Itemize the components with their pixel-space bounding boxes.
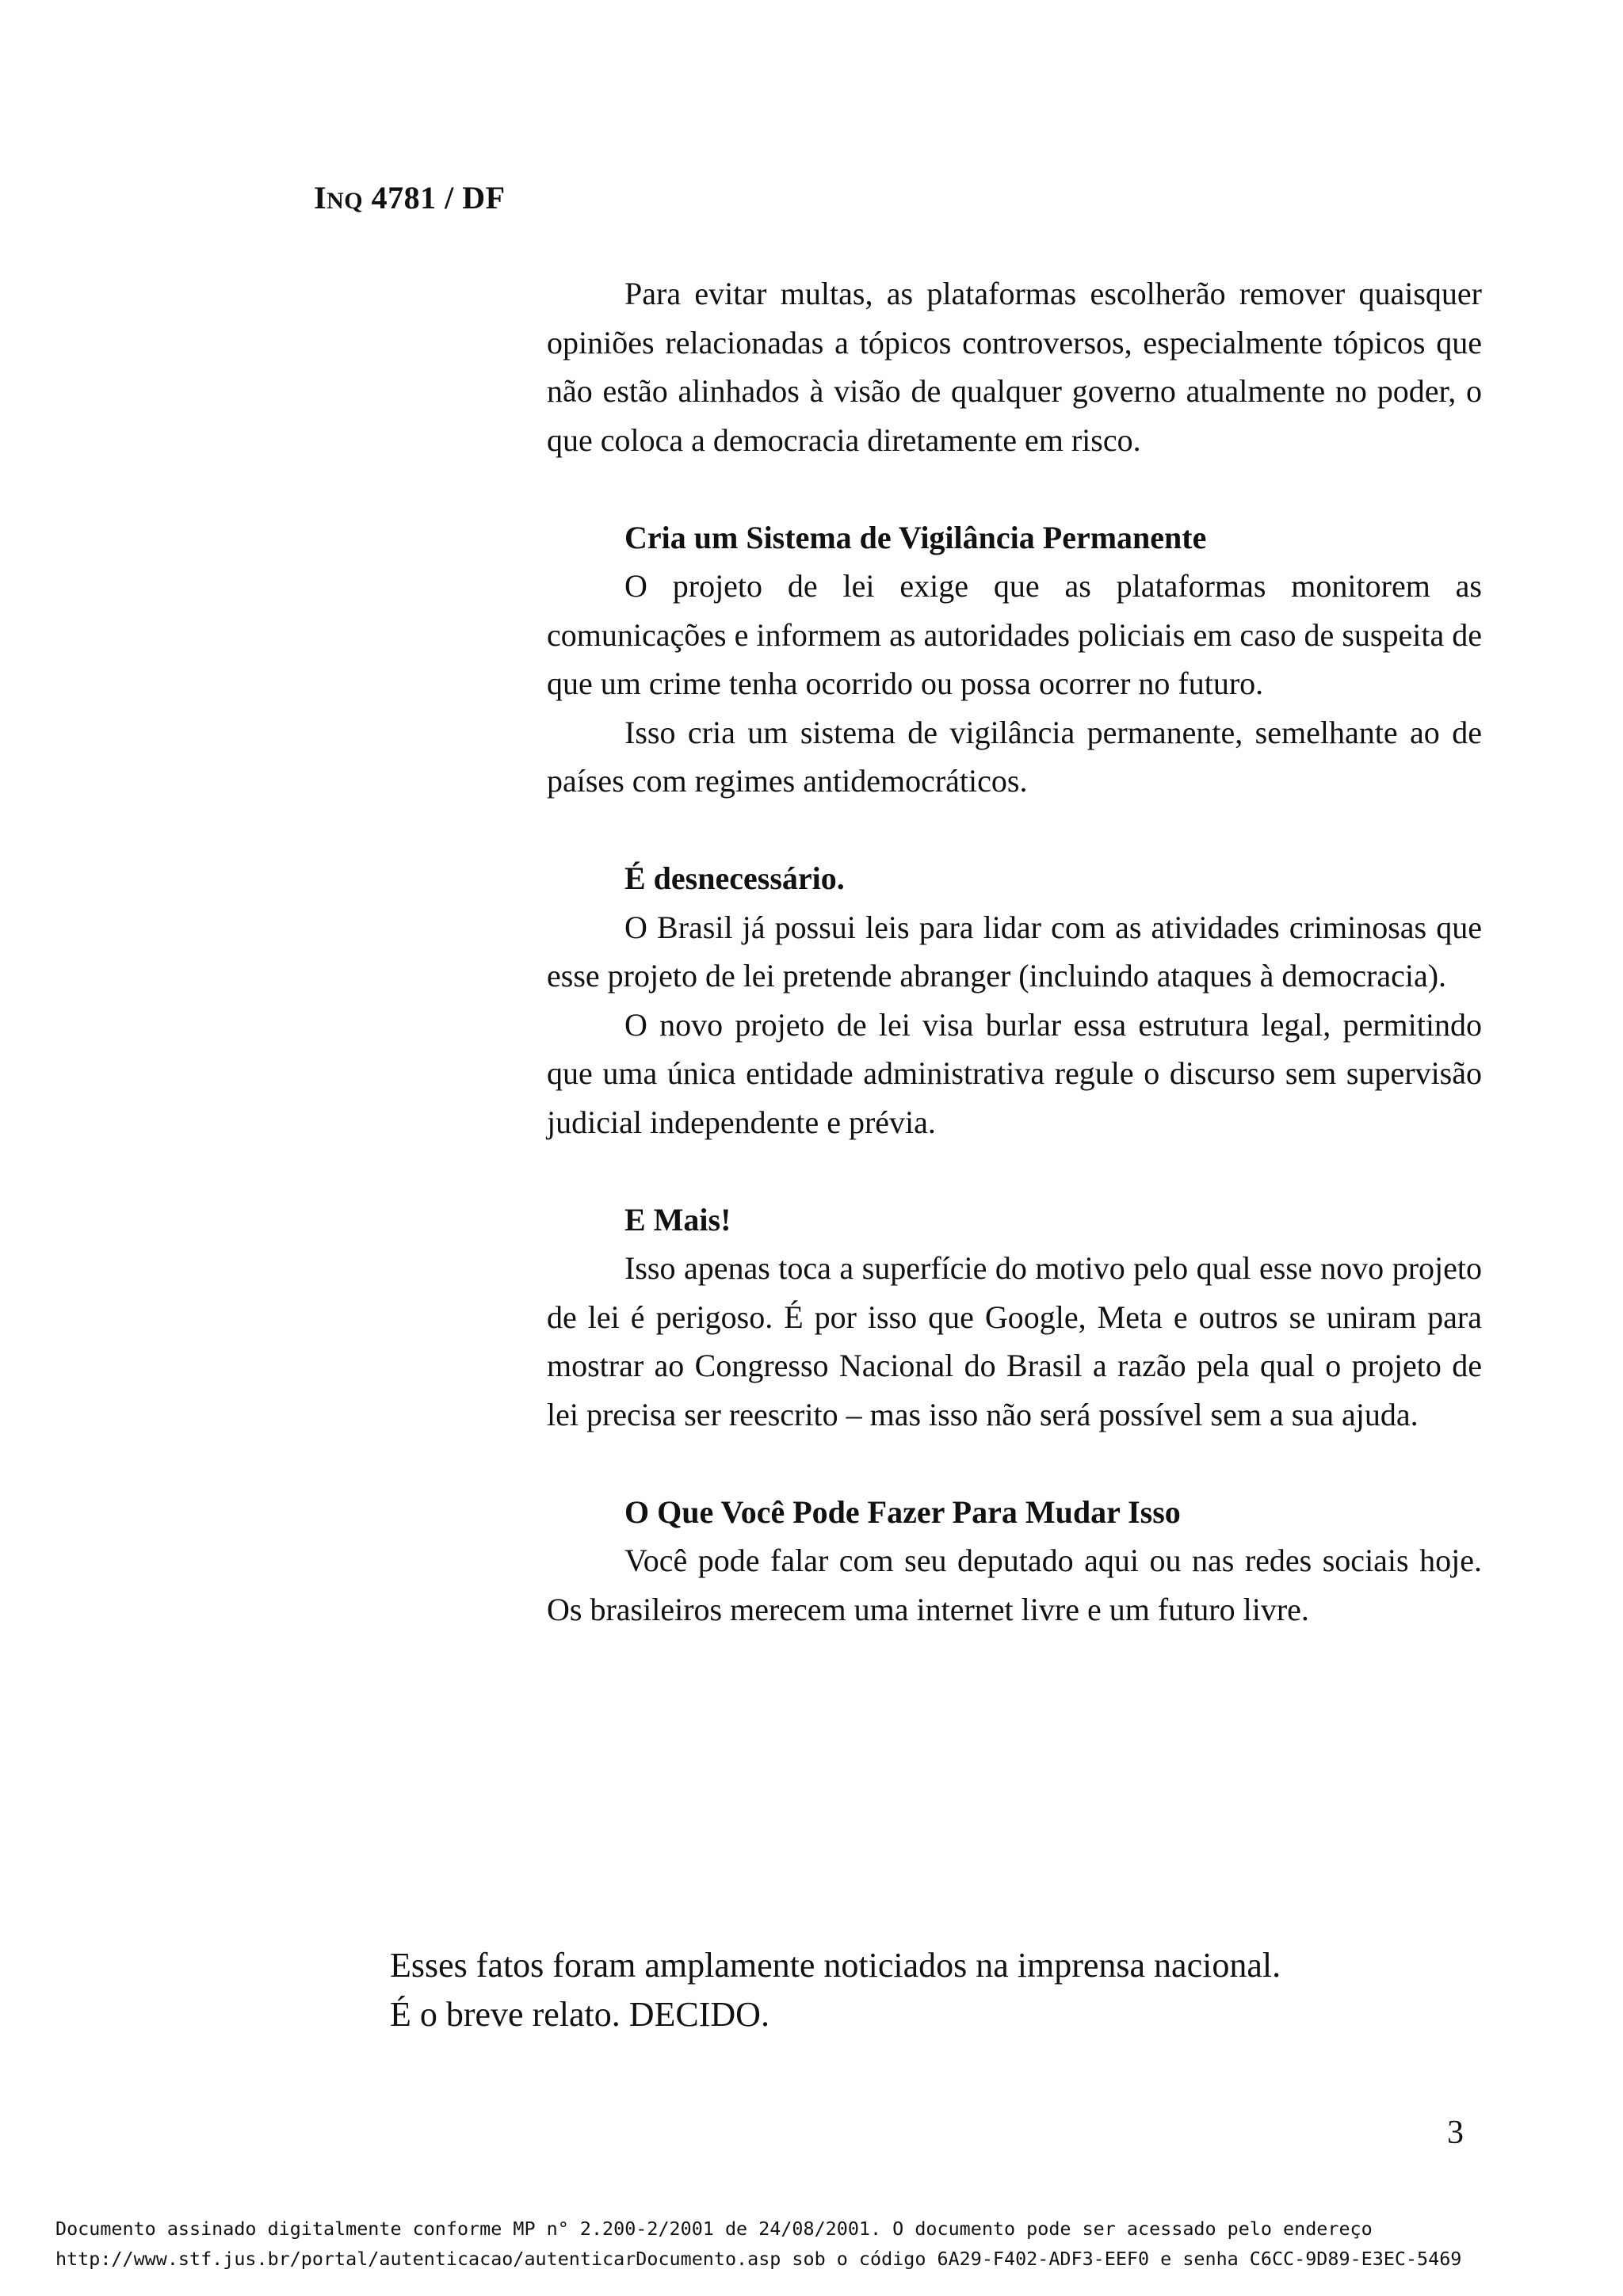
case-header-smallcaps: NQ [327,188,364,214]
digital-signature-footer [55,2214,1609,2274]
section-heading-e-mais: E Mais! [624,1201,731,1238]
quote-intro-paragraph: Para evitar multas, as plataformas escolherão remover quaisquer opiniões relacionadas a tópicos controversos, especialmente tópicos que não estão alinhados à visão de qualquer governo atualmente no poder, o que coloca a democracia diretamente em risco. [547,276,1482,458]
footer-line: http://www.stf.jus.br/portal/autenticacao/autenticarDocumento.asp sob o código 6A29-F402-ADF3-EEF0 e senha C6CC-9D89-E3EC-5469 [55,2248,1462,2270]
section-heading-vigilancia: Cria um Sistema de Vigilância Permanente [624,519,1207,555]
footer-line: Documento assinado digitalmente conforme MP n° 2.200-2/2001 de 24/08/2001. O documento pode ser acessado pelo endereço [55,2218,1373,2240]
section-heading-desnecessario: É desnecessário. [624,860,845,896]
case-header [314,179,506,216]
quoted-text-block [547,269,1482,1634]
section-paragraph: O Brasil já possui leis para lidar com as atividades criminosas que esse projeto de lei pretende abranger (incluindo ataques à democracia). [547,909,1482,994]
case-header-initial: I [314,180,327,215]
body-line: Esses fatos foram amplamente noticiados na imprensa nacional. [390,1946,1281,1985]
body-line: É o breve relato. DECIDO. [390,1995,769,2034]
section-heading-o-que-fazer: O Que Você Pode Fazer Para Mudar Isso [624,1493,1181,1530]
section-paragraph: O novo projeto de lei visa burlar essa estrutura legal, permitindo que uma única entidade administrativa regule o discurso sem supervisão judicial independente e prévia. [547,1006,1482,1140]
section-paragraph: Você pode falar com seu deputado aqui ou nas redes sociais hoje. Os brasileiros merecem uma internet livre e um futuro livre. [547,1543,1482,1627]
main-body-text [390,1941,1499,2039]
section-paragraph: O projeto de lei exige que as plataformas monitorem as comunicações e informem as autoridades policiais em caso de suspeita de que um crime tenha ocorrido ou possa ocorrer no futuro. [547,568,1482,701]
case-header-number: 4781 / DF [363,180,506,215]
section-paragraph: Isso apenas toca a superfície do motivo pelo qual esse novo projeto de lei é perigoso. É por isso que Google, Meta e outros se uniram para mostrar ao Congresso Nacional do Brasil a razão pela qual o projeto de lei precisa ser reescrito – mas isso não será possível sem a sua ajuda. [547,1250,1482,1432]
page-number: 3 [1447,2115,1464,2151]
section-paragraph: Isso cria um sistema de vigilância permanente, semelhante ao de países com regimes antidemocráticos. [547,714,1482,799]
